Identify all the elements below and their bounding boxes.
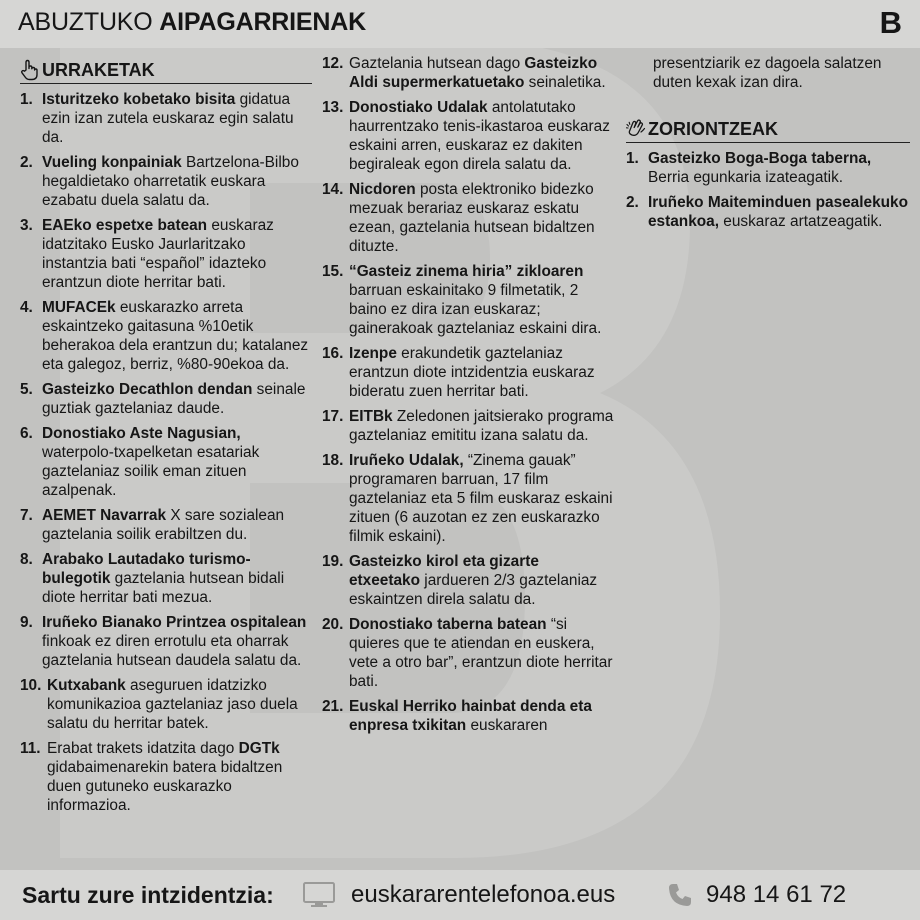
item-description: seinaletika. xyxy=(524,74,606,91)
header xyxy=(0,0,920,48)
item-number: 12. xyxy=(322,55,344,72)
logo: B xyxy=(879,5,902,40)
item-description: euskararen xyxy=(466,717,548,734)
item-number: 16. xyxy=(322,345,344,362)
list-item xyxy=(626,149,910,187)
item-description: erakundetik gaztelaniaz erantzun diote intzidentzia euskaraz bideratu zuen herritar bati. xyxy=(349,345,595,400)
item-description: euskarazko arreta eskaintzeko gaitasuna %10etik beherakoa dela erantzun du; katalanez eta galegoz, berriz, %80-90ekoa da. xyxy=(42,299,309,373)
item-subject: Euskal Herriko hainbat denda eta enpresa txikitan xyxy=(349,698,592,734)
page-title-light: ABUZTUKO xyxy=(18,8,160,36)
list-item xyxy=(20,216,312,292)
list-item xyxy=(322,262,614,338)
list-item xyxy=(322,407,614,445)
item-description-lead: Gaztelania hutsean dago xyxy=(349,55,525,72)
item-description: Berria egunkaria izateagatik. xyxy=(648,169,844,186)
item-number: 1. xyxy=(20,91,33,108)
list-item xyxy=(20,380,312,418)
item-subject: Nicdoren xyxy=(349,181,416,198)
page-title-bold: AIPAGARRIENAK xyxy=(159,8,366,36)
footer xyxy=(0,870,920,920)
item-description-lead: Erabat trakets idatzita dago xyxy=(47,740,239,757)
content-area xyxy=(0,48,920,870)
list-item xyxy=(20,613,312,670)
complaints-list-part-1 xyxy=(20,90,312,815)
list-item xyxy=(322,451,614,546)
item-number: 20. xyxy=(322,616,344,633)
item-number: 14. xyxy=(322,181,344,198)
item-subject: Donostiako Aste Nagusian, xyxy=(42,425,241,442)
item-number: 19. xyxy=(322,553,344,570)
item-description: posta elektroniko bidezko mezuak berariaz euskaraz eskatu ezean, gaztelania hutsean bidaltzen dituzte. xyxy=(349,181,595,255)
item-number: 15. xyxy=(322,263,344,280)
item-description: antolatutako haurrentzako tenis-ikastaroa euskaraz eskaini arren, euskaraz ez dakiten begiraleak egon direla salatu da. xyxy=(349,99,610,173)
item-subject: Gasteizko Boga-Boga taberna, xyxy=(648,150,872,167)
item-subject: Iruñeko Bianako Printzea ospitalean xyxy=(42,614,307,631)
list-item xyxy=(322,54,614,92)
list-item xyxy=(626,193,910,231)
item-number: 21. xyxy=(322,698,344,715)
item-subject: Arabako Lautadako turismo-bulegotik xyxy=(42,551,251,587)
item-subject: AEMET Navarrak xyxy=(42,507,167,524)
list-item xyxy=(322,552,614,609)
item-number: 2. xyxy=(20,154,33,171)
item-description: aseguruen idatzizko komunikazioa gaztelaniaz jaso duela salatu du herritar batek. xyxy=(47,677,298,732)
item-number: 1. xyxy=(626,150,639,167)
footer-label: Sartu zure intzidentzia: xyxy=(22,882,274,908)
complaints-title: URRAKETAK xyxy=(42,60,155,80)
item-number: 9. xyxy=(20,614,33,631)
item-description: jardueren 2/3 gaztelaniaz eskaintzen direla salatu da. xyxy=(349,572,598,608)
monitor-icon xyxy=(303,882,335,913)
item-subject: EAEko espetxe batean xyxy=(42,217,208,234)
list-item xyxy=(20,739,312,815)
item-description: “Zinema gauak” programaren barruan, 17 film gaztelaniaz eta 5 film euskaraz eskaini zituen (6 auzotan ez zen euskarazko filmik eskaini). xyxy=(349,452,613,545)
item-description: gaztelania hutsean bidali diote herritar bati mezua. xyxy=(42,570,285,606)
phone-number-link[interactable]: 948 14 61 72 xyxy=(706,881,847,908)
list-item xyxy=(322,697,614,735)
list-item xyxy=(20,676,312,733)
item-subject: Gasteizko kirol eta gizarte etxeetako xyxy=(349,553,539,589)
item-subject: Iruñeko Maiteminduen pasealekuko estankoa, xyxy=(648,194,909,230)
item-number: 18. xyxy=(322,452,344,469)
item-subject: Donostiako Udalak xyxy=(349,99,488,116)
item-description: waterpolo-txapelketan esatariak gaztelaniaz soilik eman zituen azalpenak. xyxy=(42,444,260,499)
list-item xyxy=(322,344,614,401)
clapping-hands-icon xyxy=(626,118,646,140)
list-item xyxy=(322,98,614,174)
list-item xyxy=(20,506,312,544)
column-1 xyxy=(20,48,312,821)
praises-list xyxy=(626,149,910,231)
item-subject: Izenpe xyxy=(349,345,397,362)
item-subject: DGTk xyxy=(238,740,280,757)
item-number: 8. xyxy=(20,551,33,568)
item-subject: Vueling konpainiak xyxy=(42,154,182,171)
item-description: gidatua ezin izan zutela euskaraz egin salatu da. xyxy=(42,91,294,146)
column-2 xyxy=(322,54,614,741)
item-subject: “Gasteiz zinema hiria” zikloaren xyxy=(349,263,584,280)
item-subject: Iruñeko Udalak, xyxy=(349,452,464,469)
item-number: 13. xyxy=(322,99,344,116)
item-number: 2. xyxy=(626,194,639,211)
page-title xyxy=(18,8,366,37)
list-item xyxy=(20,298,312,374)
item-subject: Gasteizko Aldi supermerkatuetako xyxy=(349,55,598,91)
item-description: seinale guztiak gaztelaniaz daude. xyxy=(42,381,306,417)
item-subject: MUFACEk xyxy=(42,299,116,316)
item-description: Zeledonen jaitsierako programa gaztelaniaz emititu izana salatu da. xyxy=(349,408,614,444)
item-number: 5. xyxy=(20,381,33,398)
item-subject: Kutxabank xyxy=(47,677,126,694)
item-subject: Donostiako taberna batean xyxy=(349,616,547,633)
item-number: 3. xyxy=(20,217,33,234)
complaints-list-part-2 xyxy=(322,54,614,735)
website-link[interactable]: euskararentelefonoa.eus xyxy=(351,881,616,908)
praises-title: ZORIONTZEAK xyxy=(648,119,778,139)
item-subject: Isturitzeko kobetako bisita xyxy=(42,91,236,108)
item-subject: Gasteizko Decathlon dendan xyxy=(42,381,253,398)
item-description: euskaraz idatzitako Eusko Jaurlaritzako instantzia bati “español” idazteko erantzun diote herritar bati. xyxy=(42,217,274,291)
item-number: 17. xyxy=(322,408,344,425)
item-number: 4. xyxy=(20,299,33,316)
item-description: barruan eskainitako 9 filmetatik, 2 baino ez dira izan euskaraz; gainerakoak gaztelaniaz eskaini dira. xyxy=(349,282,602,337)
item-number: 11. xyxy=(20,740,41,757)
item-description: euskaraz artatzeagatik. xyxy=(719,213,883,230)
praises-heading xyxy=(626,118,910,143)
item-description: Bartzelona-Bilbo hegaldietako oharretatik euskara ezabatu duela salatu da. xyxy=(42,154,299,209)
item-description: finkoak ez diren errotulu eta oharrak gaztelania hutsean daudela salatu da. xyxy=(42,633,302,669)
item-number: 6. xyxy=(20,425,33,442)
item-description: X sare sozialean gaztelania soilik erabiltzen du. xyxy=(42,507,285,543)
list-item xyxy=(20,90,312,147)
item-number: 7. xyxy=(20,507,33,524)
item-description: “si quieres que te atiendan en euskera, vete a otro bar”, erantzun diote herritar bati. xyxy=(349,616,613,690)
list-item xyxy=(20,550,312,607)
item-number: 10. xyxy=(20,677,42,694)
list-item-continuation: presentziarik ez dagoela salatzen duten kexak izan dira. xyxy=(653,55,882,91)
column-3 xyxy=(626,54,910,237)
pointing-hand-icon xyxy=(20,59,40,81)
list-item xyxy=(20,153,312,210)
item-description: gidabaimenarekin batera bidaltzen duen gutuneko euskarazko informazioa. xyxy=(47,759,283,814)
complaints-heading xyxy=(20,59,312,84)
list-item xyxy=(322,180,614,256)
item-subject: EITBk xyxy=(349,408,393,425)
list-item xyxy=(322,615,614,691)
list-item xyxy=(20,424,312,500)
phone-icon xyxy=(667,882,693,913)
